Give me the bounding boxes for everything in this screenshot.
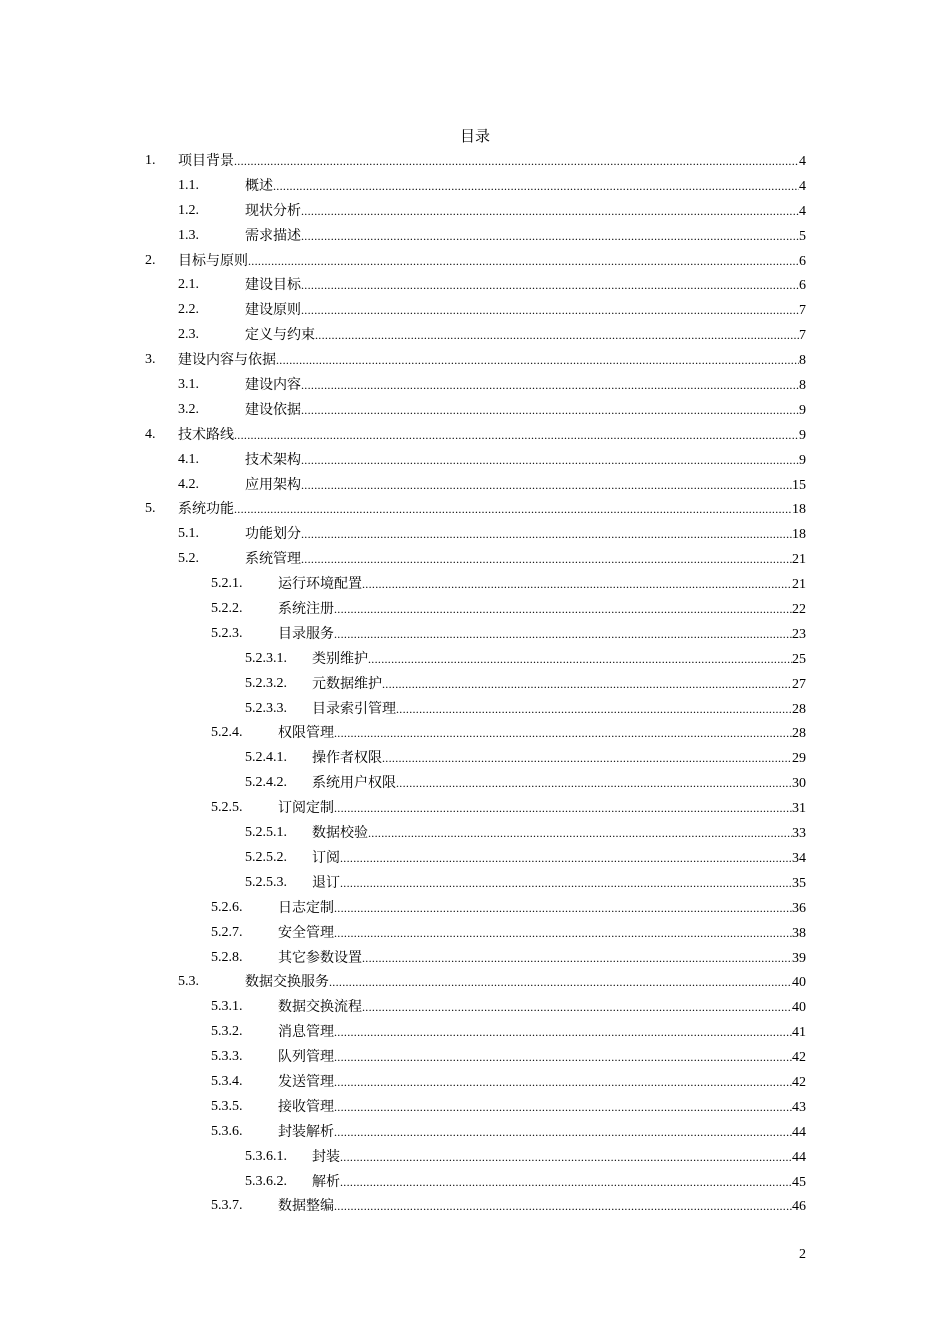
toc-entry-row [245,199,806,225]
toc-entry[interactable] [0,249,950,274]
toc-entry-title: 数据交换服务 [245,974,329,991]
toc-entry-row [278,597,806,623]
toc-entry-page: 9 [799,452,806,468]
toc-dot-leader [301,199,799,224]
toc-entry-number: 3.2. [178,401,199,417]
toc-entry-page: 7 [799,303,806,319]
toc-entry[interactable] [0,597,950,622]
toc-dot-leader [301,547,792,572]
toc-entry-page: 25 [792,651,806,667]
toc-entry-number: 4.2. [178,476,199,492]
toc-entry-title: 目标与原则 [178,252,248,269]
toc-dot-leader [396,771,792,796]
toc-dot-leader [334,921,792,946]
toc-entry-title: 发送管理 [278,1073,334,1090]
toc-entry-title: 功能划分 [245,526,301,543]
toc-entry-page: 40 [792,1000,806,1016]
toc-entry[interactable] [0,995,950,1020]
toc-entry-row [312,672,806,698]
toc-entry-page: 35 [792,875,806,891]
toc-entry[interactable] [0,721,950,746]
toc-dot-leader [334,796,792,821]
toc-entry[interactable] [0,199,950,224]
toc-entry-row [278,1045,806,1071]
toc-entry-page: 9 [799,427,806,443]
toc-entry-page: 45 [792,1174,806,1190]
toc-entry-title: 运行环境配置 [278,576,362,593]
toc-entry-row [245,323,806,349]
toc-entry-row [278,1020,806,1046]
toc-entry[interactable] [0,298,950,323]
toc-entry-title: 解析 [312,1173,340,1190]
toc-entry-row [278,622,806,648]
toc-entry-page: 22 [792,602,806,618]
toc-entry[interactable] [0,821,950,846]
toc-entry-title: 定义与约束 [245,327,315,344]
toc-entry-title: 系统功能 [178,501,234,518]
toc-entry[interactable] [0,846,950,871]
toc-entry-page: 29 [792,751,806,767]
toc-entry-row [312,846,806,872]
toc-entry[interactable] [0,423,950,448]
toc-dot-leader [301,224,799,249]
toc-dot-leader [334,597,792,622]
toc-entry[interactable] [0,373,950,398]
toc-title: 目录 [459,127,490,145]
toc-entry-row [278,796,806,822]
toc-dot-leader [329,970,792,995]
toc-entry[interactable] [0,1145,950,1170]
toc-entry-title: 需求描述 [245,227,301,244]
toc-entry-page: 15 [792,477,806,493]
toc-entry-number: 1.1. [178,177,199,193]
toc-dot-leader [368,821,792,846]
toc-entry[interactable] [0,323,950,348]
toc-entry[interactable] [0,497,950,522]
toc-entry-title: 系统用户权限 [312,775,396,792]
toc-entry[interactable] [0,1020,950,1045]
toc-entry-page: 8 [799,378,806,394]
toc-dot-leader [334,1095,792,1120]
toc-entry[interactable] [0,473,950,498]
toc-entry[interactable] [0,398,950,423]
toc-entry-row [278,572,806,598]
toc-entry-page: 41 [792,1025,806,1041]
toc-entry-number: 5.2.4.2. [245,775,287,791]
toc-entry-title: 封装解析 [278,1123,334,1140]
toc-entry-row [278,946,806,972]
toc-entry-title: 数据整编 [278,1198,334,1215]
toc-entry-row [245,448,806,474]
toc-dot-leader [301,448,799,473]
toc-entry-number: 3.1. [178,377,199,393]
toc-entry-title: 封装 [312,1148,340,1165]
toc-entry-number: 5.2. [178,551,199,567]
toc-entry-row [245,224,806,250]
toc-entry-number: 5.3.6.2. [245,1173,287,1189]
toc-entry-title: 订阅定制 [278,800,334,817]
toc-entry-page: 46 [792,1199,806,1215]
toc-entry-number: 5.2.6. [211,899,243,915]
table-of-contents [0,149,950,1219]
toc-entry-title: 日志定制 [278,899,334,916]
toc-entry-page: 4 [799,178,806,194]
toc-dot-leader [362,995,792,1020]
toc-entry[interactable] [0,1045,950,1070]
toc-entry-row [245,547,806,573]
toc-dot-leader [301,298,799,323]
toc-entry-number: 5.3.7. [211,1198,243,1214]
toc-dot-leader [334,1045,792,1070]
toc-entry-page: 44 [792,1124,806,1140]
toc-entry-title: 操作者权限 [312,750,382,767]
toc-entry-row [312,1170,806,1196]
toc-entry-number: 1.3. [178,227,199,243]
toc-dot-leader [334,1120,792,1145]
toc-entry-number: 4. [145,426,156,442]
toc-entry-row [245,522,806,548]
toc-entry-number: 1. [145,153,156,168]
toc-entry[interactable] [0,522,950,547]
toc-dot-leader [276,348,799,373]
toc-dot-leader [382,746,792,771]
toc-entry-number: 5.3. [178,974,199,990]
toc-entry-row [178,348,806,374]
toc-entry-page: 7 [799,328,806,344]
toc-entry-page: 40 [792,975,806,991]
toc-dot-leader [334,896,792,921]
toc-entry-row [312,871,806,897]
toc-dot-leader [334,721,792,746]
toc-entry-number: 3. [145,352,156,368]
toc-entry-title: 技术架构 [245,451,301,468]
toc-entry-page: 42 [792,1050,806,1066]
toc-entry[interactable] [0,622,950,647]
toc-entry-page: 38 [792,925,806,941]
toc-entry-row [312,1145,806,1171]
toc-entry[interactable] [0,896,950,921]
toc-entry-title: 数据校验 [312,825,368,842]
toc-entry-page: 23 [792,626,806,642]
toc-entry-number: 5.3.1. [211,999,243,1015]
toc-entry-row [278,1194,806,1220]
toc-entry-number: 2.3. [178,327,199,343]
toc-entry-row [312,697,806,723]
toc-entry[interactable] [0,273,950,298]
toc-entry-title: 系统管理 [245,551,301,568]
toc-dot-leader [340,1170,792,1195]
toc-entry-row [278,721,806,747]
page-number: 2 [799,1247,806,1262]
toc-entry-title: 退订 [312,874,340,891]
toc-dot-leader [315,323,799,348]
toc-entry-number: 5.2.3.3. [245,700,287,716]
toc-entry-number: 5.2.5.2. [245,849,287,865]
toc-entry-title: 接收管理 [278,1098,334,1115]
toc-entry-number: 5.3.2. [211,1024,243,1040]
toc-entry[interactable] [0,224,950,249]
toc-entry-page: 39 [792,950,806,966]
toc-dot-leader [334,622,792,647]
toc-entry-title: 订阅 [312,849,340,866]
toc-entry-title: 建设内容 [245,377,301,394]
toc-entry-title: 元数据维护 [312,675,382,692]
toc-entry-page: 21 [792,577,806,593]
toc-entry-row [312,746,806,772]
toc-entry-title: 消息管理 [278,1024,334,1041]
toc-entry-page: 28 [792,726,806,742]
toc-entry[interactable] [0,1194,950,1219]
toc-entry-title: 项目背景 [178,153,234,169]
toc-entry[interactable] [0,970,950,995]
toc-entry-number: 2.1. [178,277,199,293]
toc-dot-leader [362,572,792,597]
toc-entry-page: 6 [799,253,806,269]
toc-entry[interactable] [0,771,950,796]
toc-dot-leader [301,522,792,547]
toc-entry-page: 34 [792,850,806,866]
toc-entry-page: 36 [792,900,806,916]
toc-entry-number: 5.2.3. [211,625,243,641]
toc-entry-page: 21 [792,552,806,568]
toc-entry-number: 5.2.2. [211,601,243,617]
toc-entry-number: 5.3.5. [211,1098,243,1114]
toc-entry-number: 5. [145,501,156,517]
toc-entry-page: 30 [792,776,806,792]
toc-entry-page: 5 [799,228,806,244]
toc-entry-page: 27 [792,676,806,692]
toc-entry-row [178,423,806,449]
toc-dot-leader [273,174,799,199]
toc-entry-title: 队列管理 [278,1049,334,1066]
toc-entry-page: 28 [792,701,806,717]
toc-entry-title: 系统注册 [278,601,334,618]
toc-entry-row [278,1120,806,1146]
toc-entry-row [278,896,806,922]
toc-entry-title: 建设依据 [245,401,301,418]
toc-entry-number: 5.2.5.3. [245,874,287,890]
toc-entry[interactable] [0,448,950,473]
toc-dot-leader [334,1194,792,1219]
toc-dot-leader [301,398,799,423]
toc-entry[interactable] [0,871,950,896]
toc-dot-leader [248,249,799,274]
toc-entry-page: 18 [792,502,806,518]
toc-entry[interactable] [0,672,950,697]
toc-entry-row [245,473,806,499]
toc-entry-title: 建设目标 [245,277,301,294]
toc-entry-row [245,398,806,424]
toc-dot-leader [334,1070,792,1095]
toc-entry-row [245,273,806,299]
toc-entry-title: 权限管理 [278,725,334,742]
toc-entry-row [312,771,806,797]
toc-entry[interactable] [0,149,950,174]
toc-entry[interactable] [0,1170,950,1195]
toc-entry[interactable] [0,1095,950,1120]
toc-dot-leader [234,423,799,448]
toc-entry[interactable] [0,174,950,199]
toc-entry-page: 6 [799,278,806,294]
toc-entry-number: 5.2.5. [211,800,243,816]
toc-entry[interactable] [0,547,950,572]
toc-entry-page: 31 [792,801,806,817]
toc-entry-title: 技术路线 [178,426,234,443]
toc-entry-row [245,373,806,399]
toc-entry-page: 33 [792,826,806,842]
toc-entry-number: 4.1. [178,451,199,467]
toc-dot-leader [334,1020,792,1045]
toc-dot-leader [340,1145,792,1170]
toc-entry-number: 2. [145,252,156,268]
toc-entry-number: 5.2.3.1. [245,650,287,666]
toc-entry-title: 建设原则 [245,302,301,319]
toc-entry-page: 42 [792,1074,806,1090]
toc-entry-number: 5.2.4. [211,725,243,741]
toc-entry-number: 5.2.1. [211,576,243,592]
toc-dot-leader [340,871,792,896]
toc-dot-leader [301,473,792,498]
toc-entry-title: 应用架构 [245,476,301,493]
toc-dot-leader [362,946,792,971]
toc-entry[interactable] [0,946,950,971]
toc-entry[interactable] [0,746,950,771]
toc-entry-number: 5.3.6. [211,1123,243,1139]
toc-entry-title: 安全管理 [278,924,334,941]
toc-entry-row [278,1095,806,1121]
toc-entry[interactable] [0,1070,950,1095]
toc-entry-row [178,149,806,175]
toc-entry-row [278,1070,806,1096]
toc-entry-row [178,497,806,523]
toc-entry-page: 4 [799,203,806,219]
toc-entry-number: 5.2.7. [211,924,243,940]
toc-dot-leader [234,149,799,174]
toc-entry-number: 5.3.3. [211,1049,243,1065]
toc-dot-leader [301,273,799,298]
toc-entry-number: 5.1. [178,526,199,542]
toc-entry-row [312,647,806,673]
toc-entry-row [245,298,806,324]
toc-entry[interactable] [0,647,950,672]
toc-dot-leader [396,697,792,722]
toc-entry-row [245,970,806,996]
toc-entry-number: 5.2.8. [211,949,243,965]
toc-entry-title: 类别维护 [312,650,368,667]
toc-entry[interactable] [0,796,950,821]
toc-entry[interactable] [0,572,950,597]
toc-entry-row [278,921,806,947]
toc-entry-page: 44 [792,1149,806,1165]
toc-entry-page: 9 [799,402,806,418]
toc-entry-number: 5.2.5.1. [245,825,287,841]
toc-dot-leader [340,846,792,871]
toc-entry-row [178,249,806,275]
toc-entry-number: 5.3.4. [211,1073,243,1089]
toc-dot-leader [234,497,792,522]
toc-entry-title: 建设内容与依据 [178,352,276,369]
toc-entry-number: 5.2.4.1. [245,750,287,766]
toc-entry[interactable] [0,1120,950,1145]
toc-entry-title: 目录索引管理 [312,700,396,717]
toc-entry-title: 目录服务 [278,625,334,642]
toc-dot-leader [301,373,799,398]
toc-entry-page: 8 [799,353,806,369]
toc-entry-number: 1.2. [178,202,199,218]
toc-entry-number: 5.3.6.1. [245,1148,287,1164]
toc-entry[interactable] [0,697,950,722]
toc-entry-number: 2.2. [178,302,199,318]
toc-entry-page: 43 [792,1099,806,1115]
toc-entry[interactable] [0,921,950,946]
toc-entry[interactable] [0,348,950,373]
toc-entry-page: 18 [792,527,806,543]
toc-entry-title: 数据交换流程 [278,999,362,1016]
toc-entry-title: 概述 [245,177,273,194]
toc-entry-title: 其它参数设置 [278,949,362,966]
toc-entry-row [245,174,806,200]
toc-entry-row [312,821,806,847]
toc-entry-row [278,995,806,1021]
toc-entry-page: 4 [799,154,806,169]
toc-dot-leader [382,672,792,697]
toc-entry-number: 5.2.3.2. [245,675,287,691]
toc-entry-title: 现状分析 [245,202,301,219]
toc-dot-leader [368,647,792,672]
